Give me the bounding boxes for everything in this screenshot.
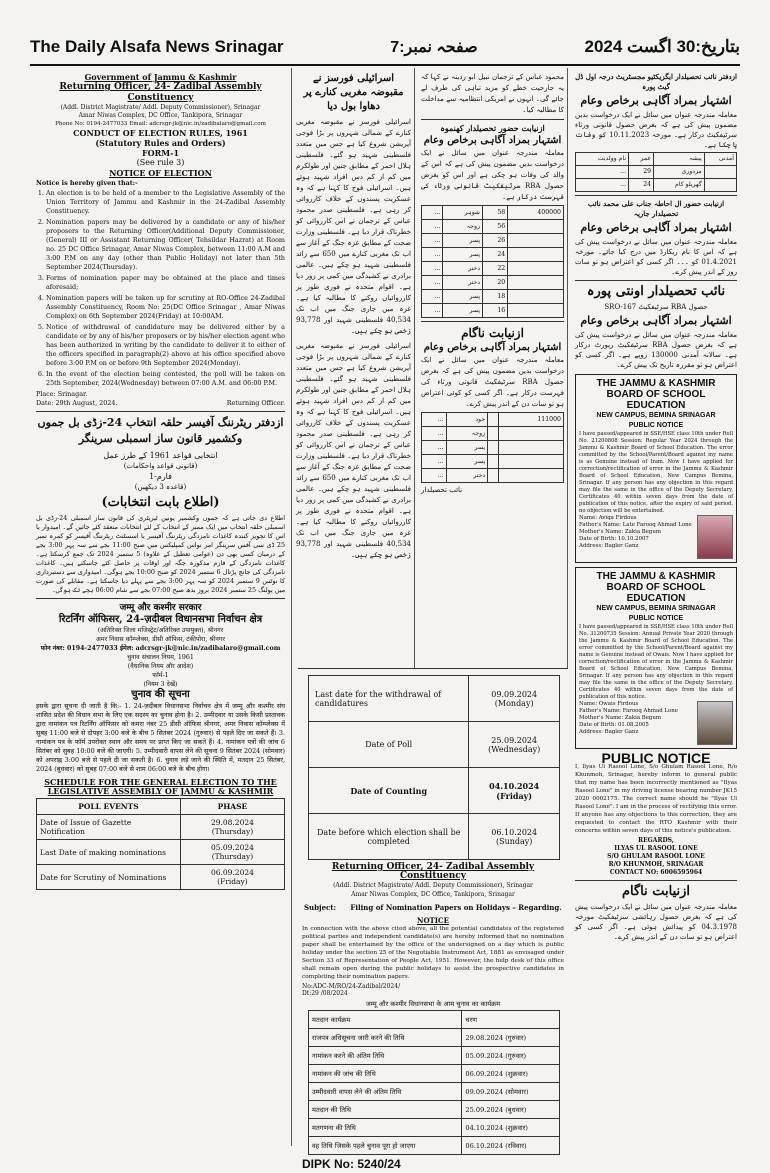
urdu-notice-body: اطلاع دی جاتی ہے کہ جموں وکشمیر یونین ٹیریٹری کی قانون ساز اسمبلی 24-زڈی بل اسمبلی حلقہ انتخاب میں ایک ممبر کے انتخاب کے لئے انتخابات منعقد کئے جائیں گے۔ امیدوار یا اس کا تجویز کنندہ کاغذات نامزدگی ریٹرننگ آفیسر یا اسسٹنٹ ریٹرننگ آفیسر کو کمرہ نمبر 25 ڈی سی آفس سرینگر امر نواس کمپلیکس میں صبح 11:00 بجے سے سہ پہر 3:00 بجے کے درمیان کسی بھی دن (عوامی تعطیل کے علاوہ) 5 ستمبر 2024 تک جمع کرسکتا ہے۔ کاغذات نامزدگی کے فارم مذکورہ جگہ اور اوقات پر حاصل کئے جاسکتے ہیں۔ کاغذات نامزدگی کی جانچ پڑتال 6 ستمبر 2024 کو صبح 10:00 بجے ہوگی۔ امیدواری سے دستبرداری کا نوٹس 9 ستمبر 2024 کو سہ پہر 3:00 بجے سے پہلے دیا جاسکتا ہے۔ مقابلے کی صورت میں پولنگ 25 ستمبر 2024 بروز بدھ صبح 07:00 بجے سے شام 06:00 بجے تک ہوگی۔ — [36, 514, 286, 594]
newspaper-name: The Daily Alsafa News Srinagar — [30, 37, 284, 56]
table-row — [422, 220, 564, 234]
table-cell — [488, 455, 499, 469]
notice-item: 1. An election is to be held of a member to the Legislative Assembly of the Union Territory of Jammu and Kashmir in the 24-Zadibal Assembly Constituency. — [46, 189, 285, 216]
table-cell: राजपत्र अधिसूचना जारी करने की तिथि — [309, 1029, 462, 1047]
schedule-date: 05.09.2024 — [210, 843, 254, 852]
notice-sub-c: حصول RBA سرٹیفکیٹ SRO-167 — [604, 303, 708, 311]
table-row — [422, 290, 564, 304]
table-cell: ... — [422, 455, 447, 469]
poll-day: (Monday) — [494, 698, 534, 708]
table-row — [37, 815, 285, 840]
ro-subheading: (Addl. District Magistrate/ Addl. Deputy Commissioner), Srinagar — [60, 104, 261, 111]
table-cell: پسر — [446, 441, 488, 455]
table-cell — [704, 179, 736, 192]
pn-so: S/O GHULAM RASOOL LONE — [607, 853, 705, 860]
table-cell: آمدنی — [704, 153, 736, 166]
table-cell: 24 — [629, 179, 654, 192]
last-notice-office: ازنیابت ناگام — [621, 884, 691, 899]
masthead — [30, 30, 740, 66]
hindi-schedule-table — [308, 1010, 560, 1155]
schedule-day: (Friday) — [217, 877, 248, 886]
table-cell: 56 — [483, 220, 508, 234]
table-row — [309, 722, 560, 768]
table-row — [576, 166, 737, 179]
table-cell: پسر — [446, 455, 488, 469]
hindi-address: अमर निवास कॉम्प्लेक्स, डीसी ऑफिस, टंकीपोरा, श्रीनगर — [96, 636, 225, 643]
table-cell: پیشہ — [654, 153, 705, 166]
notice-date: Date: 29th August, 2024. — [36, 399, 118, 407]
jkbose-field: Address: Bagler Ganz — [579, 543, 639, 549]
table-cell: 20 — [483, 276, 508, 290]
jkbose-notice-2 — [575, 567, 737, 749]
notice-item: 2. Nomination papers may be delivered by a candidate or any of his/her proposers to the Returning Officer(Additional Deputy Commissioner, (General) III or Assistant Returning Officer( Tehsildar Hazrat) at Room no. 25 DC Office Srinagar, Amar Niwas Complex, between 11:00 A.M and 3:00 P.M on any day (other than Public Holiday) not later than 5th September 2024(Thursday). — [46, 218, 285, 272]
poll-date: 04.10.2024 (Friday) — [489, 780, 540, 801]
table-cell — [508, 276, 564, 290]
table-cell: دختر — [443, 276, 483, 290]
notice-title-c: اشتہار بمراد آگاہی برخاص وعام — [580, 314, 732, 327]
table-row — [309, 768, 560, 814]
hindi-govt: जम्मू और कश्मीर सरकार — [119, 603, 202, 613]
urdu-ro-title: ازدفتر ریٹرننگ آفیسر حلقہ انتخاب 24-زڈی بل جموں وکشمیر قانون ساز اسمبلی سرینگر — [37, 416, 284, 445]
table-cell — [704, 166, 736, 179]
holiday-notice-body: In connection with the above cited above, all the potential candidates of the registered political parties and independent candidate(s) are hereby informed that no nomination paper shall be entertained by the office of the undersigned on a day which is public holiday under the section 25 of the Negotiable Instrument Act, 1881 as envisaged under Section 33 of Representation of People Act, 1951. However, the help desk of this office shall remain open during the public holidays to assist the prospective candidates in completing their nomination papers. — [302, 926, 564, 980]
table-cell: 400000 — [508, 206, 564, 220]
table-cell — [488, 441, 499, 455]
hindi-sub: (अतिरिक्त जिला मजिस्ट्रेट/अतिरिक्त उपायुक्त), श्रीनगर — [97, 627, 224, 634]
schedule-day: (Thursday) — [211, 852, 254, 861]
hindi-ro: रिटर्निंग ऑफिसर, 24-ज़दीबल विधानसभा निर्वाचन क्षेत्र — [58, 614, 263, 625]
subject-text: Filing of Nomination Papers on Holidays – Regarding. — [350, 903, 562, 912]
jkbose-body: I have passed/appeared in SSE/HSE class 10th under Roll No. 31200735 Session: Annual Private Year 2020 through the Jammu & Kashmir Board of School Education. The error committed by the School/Parent/Board against my name is Genuine instead of Owais. Now I have applied for correction/rectification of error in the Jammu & Kashmir Board of School Education, New Campus Bemina, Srinagar. If any person has any objection in this regard may file the same in the office of the Deputy Secretary, Certificates 40 within seven days from the date of publication of this notice. — [579, 624, 733, 700]
table-cell: 09.09.2024 (सोमवार) — [462, 1083, 560, 1101]
naib-signature: نائب تحصیلدار — [421, 486, 463, 494]
schedule-event: Last Date of making nominations — [37, 840, 181, 865]
notice-item: 6. In the event of the election being contested, the poll will be taken on 25th September, 2024(Wednesday) between 07:00 A.M. and 06:00 P.M. — [46, 370, 285, 388]
table-row — [422, 469, 564, 483]
heirs-table — [421, 205, 564, 318]
table-row — [422, 441, 564, 455]
table-row — [309, 1029, 560, 1047]
classifieds-column — [571, 68, 741, 1146]
poll-date: 06.10.2024 (Sunday) — [491, 827, 538, 846]
notice-body-c: معاملہ مندرجہ عنوان میں سائل نے درخواست پیش کی ہے کہ بغرض حصول RBA سرٹیفکیٹ رپورٹ درکار ہے۔ سالانہ آمدنی 130000 روپے ہے۔ اگر کسی کو اعتراض ہو تو مقررہ تاریخ تک پیش کرے۔ — [575, 331, 738, 369]
rules-subtitle: (Statutory Rules and Orders) — [95, 138, 226, 148]
table-row — [422, 234, 564, 248]
table-cell: ... — [422, 276, 443, 290]
table-cell — [499, 441, 564, 455]
hindi-rules-sub: (वैधानिक नियम और आदेश) — [127, 663, 194, 670]
table-cell: 58 — [483, 206, 508, 220]
table-row — [309, 814, 560, 860]
schedule-event: Date for Scrutiny of Nominations — [37, 865, 181, 890]
schedule-event: Date of Issue of Gazette Notification — [37, 815, 181, 840]
table-row — [422, 276, 564, 290]
table-cell: دختر — [446, 469, 488, 483]
table-cell: चरण — [462, 1011, 560, 1029]
table-cell: उम्मीदवारी वापस लेने की अंतिम तिथि — [309, 1083, 462, 1101]
hindi-phone: फोन नंबर: 0194-2477033 ईमेल: adcrsgr-jk@nic.in/zadibalaro@gmail.com — [40, 645, 281, 652]
table-cell: عمر — [629, 153, 654, 166]
news-column — [293, 68, 415, 668]
notices-column — [418, 68, 568, 668]
table-row — [576, 153, 737, 166]
table-cell — [508, 290, 564, 304]
table-cell: 29 — [629, 166, 654, 179]
poll-event: Last date for the withdrawal of candidatures — [309, 676, 469, 722]
table-cell: زوجہ — [443, 220, 483, 234]
table-cell: زوجہ — [446, 427, 488, 441]
applicant-photo — [697, 515, 733, 559]
table-cell — [508, 248, 564, 262]
table-cell: ... — [422, 304, 443, 318]
notice-item: 5. Notice of withdrawal of candidature may be delivered either by a candidate or by any of his/her proposers or by his/her election agent who has been authorized in writing by the candidate to deliver it to either of the officers specified in paragraph(2) above at his office specified above before 3:00 P.M on or before 9th September 2024(Monday). — [46, 323, 285, 368]
table-cell — [508, 220, 564, 234]
table-cell: ... — [422, 234, 443, 248]
jkbose-field: Name: Owais Firdous — [579, 701, 639, 707]
table-cell: ... — [422, 206, 443, 220]
urdu-rules-sub: (قانونی قواعد واحکامات) — [123, 462, 198, 470]
table-cell: 29.08.2024 (गुरुवार) — [462, 1029, 560, 1047]
table-cell — [499, 455, 564, 469]
table-cell — [508, 262, 564, 276]
notice-item: 4. Nomination papers will be taken up for scrutiny at RO-Office 24-Zadibal Assembly Constituency, Room No: 25(DC Office Srinagar , Amar Niwas Complex) on 6th September 2024(Friday) at 10:00AM. — [46, 294, 285, 321]
schedule-date: 29.08.2024 — [210, 818, 254, 827]
table-cell: پسر — [443, 290, 483, 304]
table-row — [37, 840, 285, 865]
jkbose-field: Father's Name: Farooq Ahmad Lone — [579, 708, 678, 714]
rules-title: CONDUCT OF ELECTION RULES, 1961 — [73, 128, 248, 138]
schedule-header: PHASE — [180, 799, 284, 815]
ro-address-2: Amar Niwas Complex, DC Office, Tankipora, Srinagar — [351, 891, 515, 898]
table-cell: 06.09.2024 (शुक्रवार) — [462, 1065, 560, 1083]
poll-dates-table — [308, 675, 560, 860]
table-cell: ... — [422, 262, 443, 276]
table-cell: ... — [422, 441, 447, 455]
notice-title-b: اشتہار بمراد آگاہی برخاص وعام — [580, 221, 732, 234]
jkbose-field: Name: Aviqa Firdous — [579, 515, 637, 521]
table-row — [422, 262, 564, 276]
poll-date: 25.09.2024 — [491, 735, 538, 745]
hindi-schedule-title: जम्मू और कश्मीर विधानसभा के आम चुनाव का कार्यक्रम — [365, 1000, 501, 1008]
table-row — [422, 206, 564, 220]
notice-items — [36, 189, 285, 388]
schedule-title: SCHEDULE FOR THE GENERAL ELECTION TO THE LEGISLATIVE ASSEMBLY OF JAMMU & KASHMIR — [44, 777, 277, 796]
jkbose-field: Date of Birth: 10.10.2007 — [579, 536, 649, 542]
table-row — [309, 1083, 560, 1101]
table-cell — [488, 427, 499, 441]
table-cell: 24 — [483, 248, 508, 262]
table-cell: 111000 — [499, 413, 564, 427]
see-rule: (See rule 3) — [136, 158, 185, 167]
jkbose-title: THE JAMMU & KASHMIR BOARD OF SCHOOL EDUCATION — [596, 378, 716, 411]
table-row — [309, 1137, 560, 1155]
jkbose-field: Father's Name: Late Farooq Ahmad Lone — [579, 522, 692, 528]
news-continuation: محمود عباس کے ترجمان نبیل ابو ردینہ نے کہا کہ یہ جارحیت خطے کو مزید تباہی کی طرف لے جائے گی۔ انہوں نے امریکی انتظامیہ سے مداخلت کا مطالبہ کیا۔ — [421, 73, 564, 114]
table-cell: नामांकन की जांच की तिथि — [309, 1065, 462, 1083]
table-cell: نام وولدیت — [576, 153, 629, 166]
notice-office-c: نائب تحصیلدار اونتی پورہ — [586, 284, 726, 299]
public-notice-body: I, Ilyas Ul Rasool Lone, S/o Ghulam Rasool Lone, R/o Khunmoh, Srinagar, hereby inform to general public that my name has been incorrectly mentioned as "Ilyas Rasool Lone" in my driving license bearing number JK15 2020 0002175. The correct name should be "Ilyas Ul Rasool Lone". I am in the process of rectifying this error. If anyone has any objections to this correction, they are requested to contact the RTO Kashmir with their concerns within seven days of this notice's publication. — [575, 764, 737, 834]
news-body-continued: اسرائیلی فورسز نے مقبوضہ مغربی کنارے کے شمالی شہروں پر بڑا فوجی آپریشن شروع کیا ہے جس میں متعدد فلسطینی شہید ہو گئے۔ فلسطینی ہلال احمر کے مطابق جنین اور طولکرم میں کم از کم دس افراد شہید ہوئے ہیں۔ اسرائیلی فوج کا کہنا ہے کہ وہ عسکریت پسندوں کے خلاف کارروائی کر رہی ہے۔ فلسطینی صدر محمود عباس کے ترجمان نے اس کارروائی کو خطرناک قرار دیا ہے۔ فلسطینی وزارت صحت کے مطابق غزہ جنگ کے آغاز سے اب تک مغربی کنارے میں 650 سے زائد فلسطینی شہید ہو چکے ہیں۔ عالمی برادری نے کشیدگی میں کمی پر زور دیا ہے۔ اقوام متحدہ نے فوری طور پر کارروائیاں روکنے کا مطالبہ کیا ہے۔ غزہ میں جاری جنگ میں اب تک 40,534 فلسطینی شہید اور 93,778 زخمی ہو چکے ہیں۔ — [296, 342, 411, 559]
table-cell: ... — [576, 166, 629, 179]
table-row — [422, 427, 564, 441]
page-number: صفحہ نمبر:7 — [390, 39, 478, 56]
public-notice-title: PUBLIC NOTICE — [601, 750, 711, 766]
ro-subheading-2: (Addl. District Magistrate/ Addl. Deputy Commissioner), Srinagar — [333, 882, 533, 889]
election-notice-column — [30, 68, 292, 1146]
poll-date: 09.09.2024 — [491, 689, 538, 699]
notice2-title: اشتہار بمراد آگاہی برخاص وعام — [423, 342, 562, 353]
jkbose-notice-1 — [575, 374, 737, 563]
table-cell: 05.09.2024 (गुरुवार) — [462, 1047, 560, 1065]
news-body: اسرائیلی فورسز نے مقبوضہ مغربی کنارے کے شمالی شہروں پر بڑا فوجی آپریشن شروع کیا ہے جس میں متعدد فلسطینی شہید ہو گئے۔ فلسطینی ہلال احمر کے مطابق جنین اور طولکرم میں کم از کم دس افراد شہید ہوئے ہیں۔ اسرائیلی فوج کا کہنا ہے کہ وہ عسکریت پسندوں کے خلاف کارروائی کر رہی ہے۔ فلسطینی صدر محمود عباس کے ترجمان نے اس کارروائی کو خطرناک قرار دیا ہے۔ فلسطینی وزارت صحت کے مطابق غزہ جنگ کے آغاز سے اب تک مغربی کنارے میں 650 سے زائد فلسطینی شہید ہو چکے ہیں۔ عالمی برادری نے کشیدگی میں کمی پر زور دیا ہے۔ اقوام متحدہ نے فوری طور پر کارروائیاں روکنے کا مطالبہ کیا ہے۔ غزہ میں جاری جنگ میں اب تک 40,534 فلسطینی شہید اور 93,778 زخمی ہو چکے ہیں۔ — [296, 118, 411, 335]
notice-footer — [36, 390, 285, 408]
table-cell: मतदान कार्यक्रम — [309, 1011, 462, 1029]
jkbose-subtitle: NEW CAMPUS, BEMINA SRINAGAR — [596, 605, 716, 612]
notice-intro: Notice is hereby given that:- — [36, 179, 138, 187]
table-cell: ... — [422, 290, 443, 304]
order-date: Dt:29 /08/2024 — [302, 990, 348, 997]
table-cell: 26 — [483, 234, 508, 248]
jkbose-field: Mother's Name: Zakia Begum — [579, 529, 661, 535]
table-row — [309, 1119, 560, 1137]
table-cell — [508, 234, 564, 248]
notice1-title: اشتہار بمراد آگاہی برخاص وعام — [423, 135, 562, 146]
table-cell: پسر — [443, 234, 483, 248]
table-cell: دختر — [443, 262, 483, 276]
notice2-office: ازنیابت ناگام — [461, 326, 524, 340]
table-row — [309, 1101, 560, 1119]
poll-event: Date of Counting — [309, 768, 469, 814]
notice-body-a: معاملہ مندرجہ عنوان میں سائل نے ایک درخواست بدیں مضمون پیش کی ہے کہ بغرض حصول قانونی ورثاء سرٹیفکیٹ درکار ہے۔ مورخہ 10.11.2023 کو وفات پا چکا ہے۔ — [575, 111, 737, 149]
subject-label: Subject: — [304, 903, 337, 912]
hindi-form: फॉर्म-1 — [152, 672, 169, 679]
urdu-rules: انتخابی قواعد 1961 کے طرز عمل — [103, 451, 218, 460]
table-row — [309, 1047, 560, 1065]
hindi-notice-body: इसके द्वारा सूचना दी जाती है कि:- 1. 24-ज़दीबल विधानसभा निर्वाचन क्षेत्र में जम्मू और कश्मीर संघ शासित प्रदेश की विधान सभा के लिए एक सदस्य का चुनाव होना है। 2. उम्मीदवार या उसके किसी प्रस्तावक द्वारा नामांकन पत्र रिटर्निंग ऑफिसर को कमरा नंबर 25 डीसी ऑफिस श्रीनगर, अमर निवास कॉम्प्लेक्स में सुबह 11:00 बजे से दोपहर 3:00 बजे के बीच 5 सितंबर 2024 (गुरुवार) से पहले दिए जा सकते हैं। 3. नामांकन पत्र के फॉर्म उपरोक्त स्थान और समय पर प्राप्त किए जा सकते हैं। 4. नामांकन पत्रों की जांच 6 सितंबर को सुबह 10:00 बजे की जाएगी। 5. उम्मीदवारी वापस लेने की सूचना 9 सितंबर 2024 (सोमवार) को अपराह्न 3:00 बजे से पहले दी जा सकती है। 6. चुनाव लड़े जाने की स्थिति में, मतदान 25 सितंबर, 2024 (बुधवार) को सुबह 07:00 बजे से शाम 06:00 बजे के बीच होगा। — [36, 702, 285, 773]
pn-name: ILYAS UL RASOOL LONE — [614, 845, 698, 852]
table-cell: شوہر — [443, 206, 483, 220]
notice-place: Place: Srinagar. — [36, 390, 88, 398]
pn-contact: CONTACT NO: 6006595964 — [609, 869, 703, 876]
table-row — [422, 304, 564, 318]
notice-office-a: ازدفتر نائب تحصیلدار ایگزیکٹیو مجسٹریٹ درجہ اول ڈل گیٹ پورہ — [575, 72, 737, 91]
table-cell: خود — [446, 413, 488, 427]
dipk-number: DIPK No: 5240/24 — [302, 1157, 401, 1171]
notice1-body: معاملہ مندرجہ عنوان میں سائل نے ایک درخواست بدیں مضمون پیش کی ہے کہ اس کے والد کی وفات ہو چکی ہے اور اس کو بغرض حصول RBA سرٹیفکیٹ قانونی ورثاء کی فہرست درکار ہے۔ — [421, 149, 564, 201]
table-cell: वह तिथि जिसके पहले चुनाव पूरा हो जाएगा — [309, 1137, 462, 1155]
jkbose-field: Date of Birth: 01.08.2005 — [579, 722, 649, 728]
table-cell: ... — [422, 248, 443, 262]
jkbose-field: Address: Bagler Ganz — [579, 729, 639, 735]
hindi-rules: चुनाव संचालन नियम, 1961 — [127, 654, 194, 661]
pn-regards: REGARDS, — [638, 837, 674, 844]
table-row — [576, 179, 737, 192]
urdu-see-rule: (قاعدہ 3 دیکھیں) — [134, 483, 187, 491]
pn-ro: R/O KHUNMOH, SRINAGAR — [608, 861, 704, 868]
table-row — [37, 865, 285, 890]
jkbose-field: Mother's Name: Zakia Begum — [579, 715, 661, 721]
applicant-photo — [697, 701, 733, 745]
table-cell: 16 — [483, 304, 508, 318]
poll-event: Date of Poll — [309, 722, 469, 768]
schedule-header: POLL EVENTS — [37, 799, 181, 815]
notice-table-a — [575, 152, 737, 192]
order-number: No:ADC-M/RO/24-Zadibal/2024/ — [302, 983, 401, 990]
jkbose-subtitle: NEW CAMPUS, BEMINA SRINAGAR — [596, 412, 716, 419]
table-cell: گھریلو کام — [654, 179, 705, 192]
table-cell: मतदान की तिथि — [309, 1101, 462, 1119]
notice-office-b: ازنیابت حضور ال احاطہ جناب علی محمد نائب تحصیلدار جاریہ — [587, 199, 725, 218]
urdu-form: فارم-1 — [149, 472, 172, 481]
ro-heading-2: Returning Officer, 24- Zadibal Assembly Constituency — [331, 862, 535, 881]
issue-date: بتاریخ:30 اگست 2024 — [584, 37, 740, 56]
poll-event: Date before which election shall be completed — [309, 814, 469, 860]
heirs-table-2 — [421, 412, 564, 483]
table-cell — [488, 413, 499, 427]
notice-title: NOTICE OF ELECTION — [109, 168, 212, 178]
schedule-date: 06.09.2024 — [210, 868, 254, 877]
notice-item: 3. Forms of nomination paper may be obtained at the place and times aforesaid; — [46, 274, 285, 292]
table-cell: 06.10.2024 (रविवार) — [462, 1137, 560, 1155]
notice-label: NOTICE — [417, 916, 449, 925]
table-cell: 25.09.2024 (बुधवार) — [462, 1101, 560, 1119]
urdu-notice-title: (اطلاع بابت انتخابات) — [101, 495, 220, 510]
table-cell: ... — [422, 413, 447, 427]
table-cell: 04.10.2024 (शुक्रवार) — [462, 1119, 560, 1137]
jkbose-body: I have passed/appeared in SSE/HSE class 10th under Roll No. 21200808 Session: Regular Year 2024 through the Jammu & Kashmir Board of School Education. The error committed by the School/Parent/Board against my name is as Genuine instead of Iram. Now I have applied for correction/rectification of error in the Jammu & Kashmir Board of School Education, New Campus Bemina, Srinagar. If any person has any objection in this regard may file the same in the office of the Deputy Secretary, Certificates 40 within seven days from the date of publication of this notice, after the expiry of said period, no objection will be entertained. — [579, 431, 733, 514]
table-cell: ... — [576, 179, 629, 192]
table-row — [422, 248, 564, 262]
hindi-notice-title: चुनाव की सूचना — [131, 689, 190, 700]
table-cell — [488, 469, 499, 483]
news-headline: اسرائیلی فورسز نے مقبوضہ مغربی کنارے پر دھاوا بول دیا — [303, 73, 404, 112]
table-cell — [499, 427, 564, 441]
ro-contact: Phone No: 0194-2477033 Email: adcrsgr-jk@nic.in/zadibalaro@gmail.com — [55, 121, 266, 127]
form-label: FORM-1 — [141, 148, 180, 158]
schedule-table — [36, 798, 285, 890]
notice2-body: معاملہ مندرجہ عنوان میں سائل نے ایک درخواست بدیں مضمون پیش کی ہے کہ بغرض حصول RBA سرٹیفکیٹ قانونی ورثاء کی فہرست درکار ہے۔ اگر کسی کو کوئی اعتراض ہو تو سات دن کے اندر پیش کرے۔ — [421, 356, 564, 408]
table-cell — [499, 469, 564, 483]
table-cell: ... — [422, 469, 447, 483]
table-cell: नामांकन करने की अंतिम तिथि — [309, 1047, 462, 1065]
hindi-see-rule: (नियम 3 देखें) — [143, 681, 178, 688]
ro-heading: Returning Officer, 24- Zadibal Assembly Constituency — [59, 82, 262, 103]
schedule-continuation — [298, 668, 568, 1171]
table-row — [309, 1065, 560, 1083]
table-row — [309, 1011, 560, 1029]
notice-body-b: معاملہ مندرجہ عنوان میں سائل نے درخواست پیش کی ہے کہ اس کا نام ریکارڈ میں درج کیا جائے۔ مورخہ 01.4.2021 کو ۔۔۔ اگر کسی کو اعتراض ہو تو سات روز کے اندر پیش کرے۔ — [575, 238, 737, 276]
table-cell: پسر — [443, 248, 483, 262]
jkbose-public-notice: PUBLIC NOTICE — [628, 615, 684, 622]
table-cell: मतगणना की तिथि — [309, 1119, 462, 1137]
last-notice-body: معاملہ مندرجہ عنوان میں سائل نے ایک درخواست پیش کی ہے کہ بغرض حصول رہائشی سرٹیفکیٹ مورخہ 04.3.1978 کو پیدائش ہوئی ہے۔ اگر کسی کو اعتراض ہو تو سات دن کے اندر پیش کرے۔ — [575, 903, 737, 941]
govt-heading: Government of Jammu & Kashmir — [84, 72, 237, 82]
table-cell: ... — [422, 220, 443, 234]
jkbose-public-notice: PUBLIC NOTICE — [628, 422, 684, 429]
table-cell — [508, 304, 564, 318]
ro-address: Amar Niwas Complex, DC Office, Tankipora, Srinagar — [78, 112, 243, 119]
notice-signature: Returning Officer. — [226, 399, 285, 407]
schedule-day: (Thursday) — [211, 827, 254, 836]
jkbose-title: THE JAMMU & KASHMIR BOARD OF SCHOOL EDUCATION — [596, 571, 716, 604]
notice-title-a: اشتہار بمراد آگاہی برخاص وعام — [580, 94, 732, 107]
table-cell: مزدوری — [654, 166, 705, 179]
poll-day: (Wednesday) — [488, 744, 541, 754]
table-cell: پسر — [443, 304, 483, 318]
table-cell: 18 — [483, 290, 508, 304]
table-cell: 22 — [483, 262, 508, 276]
table-row — [422, 455, 564, 469]
table-row — [422, 413, 564, 427]
table-row — [309, 676, 560, 722]
table-cell: ... — [422, 427, 447, 441]
notice1-office: ازنیابت حضور تحصیلدار کھنموہ — [440, 123, 545, 133]
